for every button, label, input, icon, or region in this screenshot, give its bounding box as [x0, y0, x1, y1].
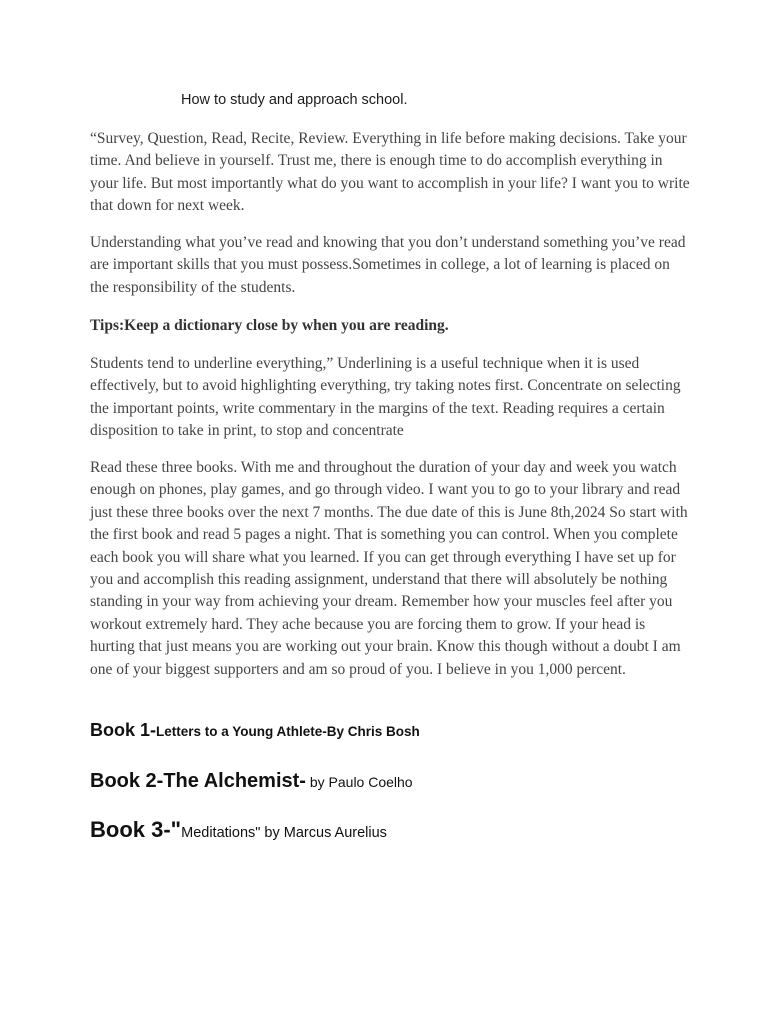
book-3-label: Book 3-" — [90, 817, 182, 842]
book-1-title: Letters to a Young Athlete-By Chris Bosh — [156, 724, 420, 739]
document-title: How to study and approach school. — [181, 92, 408, 108]
book-1-label: Book 1- — [90, 720, 157, 740]
book-1-entry — [90, 720, 420, 741]
book-2-entry — [90, 770, 413, 793]
paragraph-tips: Tips:Keep a dictionary close by when you are reading. — [90, 317, 449, 334]
book-3-title: Meditations" by Marcus Aurelius — [181, 825, 387, 841]
paragraph-underlining: Students tend to underline everything,” Underlining is a useful technique when it is used effectively, but to avoid highlighting everything, try taking notes first. Concentrate on selecting the important points, write commentary in the margins of the text. Reading requires a certain disposition to take in print, to stop and concentrate — [90, 355, 681, 440]
paragraph-sq3r: “Survey, Question, Read, Recite, Review. Everything in life before making decisions. Take your time. And believe in yourself. Trust me, there is enough time to do accomplish everything in your life. But most importantly what do you want to accomplish in your life? I want you to write that down for next week. — [90, 130, 690, 215]
book-2-author: by Paulo Coelho — [305, 774, 413, 790]
book-2-label: Book 2-The Alchemist- — [90, 770, 306, 792]
paragraph-reading-assignment: Read these three books. With me and throughout the duration of your day and week you watch enough on phones, play games, and go through video. I want you to go to your library and read just these three books over the next 7 months. The due date of this is June 8th,2024 So start with the first book and read 5 pages a night. That is something you can control. When you complete each book you will share what you learned. If you can get through everything I have set up for you and accomplish this reading assignment, understand that there will absolutely be nothing standing in your way from achieving your dream. Remember how your muscles feel after you workout extremely hard. They ache because you are forcing them to grow. If your head is hurting that just means you are working out your brain. Know this though without a doubt I am one of your biggest supporters and am so proud of you. I believe in you 1,000 percent. — [90, 459, 688, 678]
paragraph-understanding: Understanding what you’ve read and knowing that you don’t understand something you’ve read are important skills that you must possess.Sometimes in college, a lot of learning is placed on the responsibility of the students. — [90, 234, 686, 296]
book-3-entry — [90, 817, 387, 843]
